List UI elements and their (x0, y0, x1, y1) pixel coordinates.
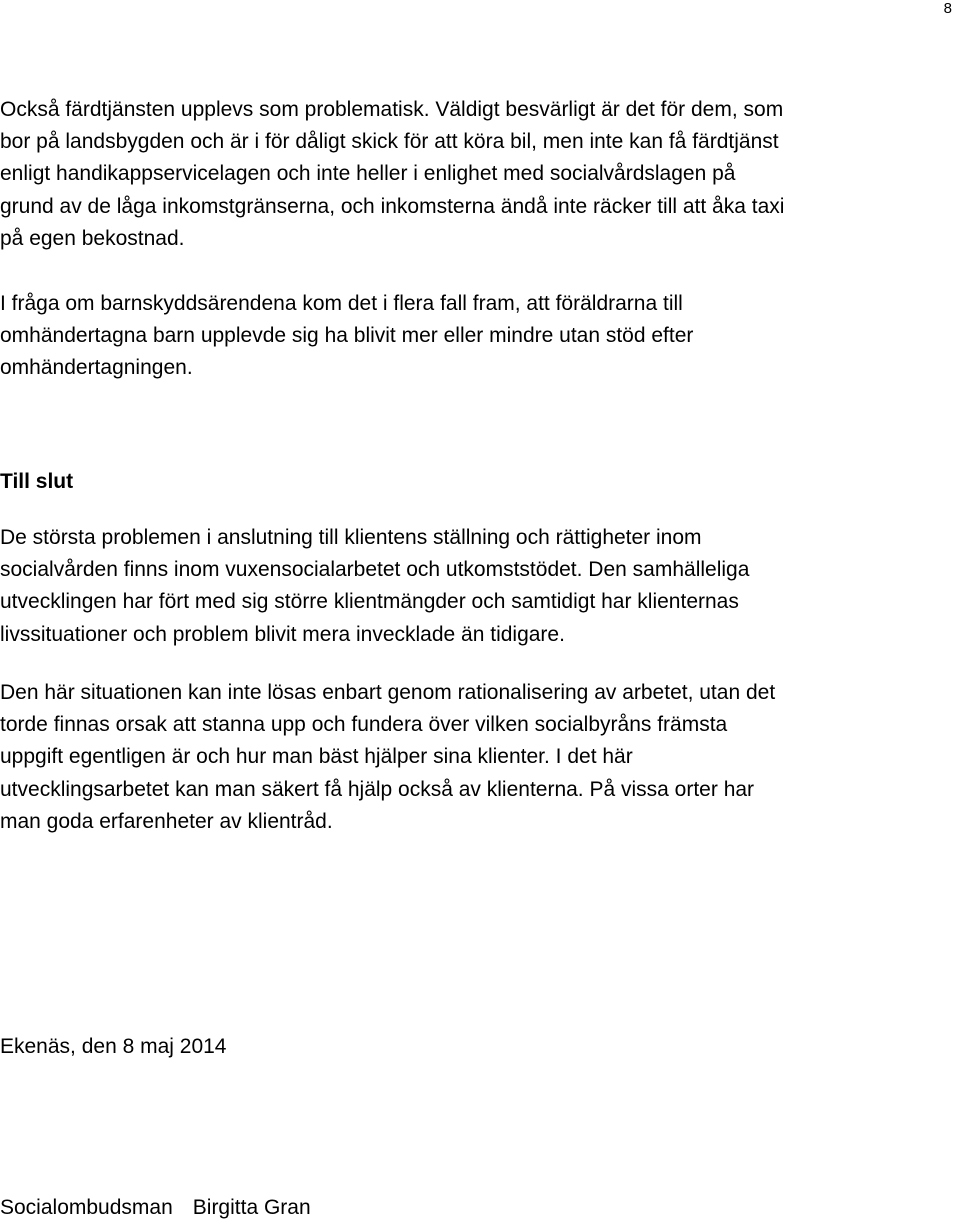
text-line: på egen bekostnad. (0, 226, 185, 250)
section-heading: Till slut (0, 470, 74, 493)
text-line: uppgift egentligen är och hur man bäst hjälper sina klienter. I det här (0, 745, 633, 769)
text-line: Den här situationen kan inte lösas enbart genom rationalisering av arbetet, utan det (0, 681, 776, 704)
text-line: utvecklingsarbetet kan man säkert få hjälp också av klienterna. På vissa orter har (0, 777, 755, 801)
text-line: torde finnas orsak att stanna upp och fundera över vilken socialbyråns främsta (0, 713, 728, 737)
text-line: I fråga om barnskyddsärendena kom det i flera fall fram, att föräldrarna till (0, 292, 683, 315)
paragraph-fardtjanst (0, 94, 960, 255)
signature-name: Birgitta Gran (192, 1196, 311, 1219)
paragraph-storsta-problemen (0, 522, 960, 651)
paragraph-situationen (0, 677, 960, 838)
page-number: 8 (943, 0, 952, 17)
text-line: socialvården finns inom vuxensocialarbetet och utkomststödet. Den samhälleliga (0, 558, 750, 582)
text-line: De största problemen i anslutning till klientens ställning och rättigheter inom (0, 526, 702, 549)
place-date (0, 1031, 960, 1063)
text-line: omhändertagningen. (0, 356, 193, 380)
text-line: livssituationer och problem blivit mera invecklade än tidigare. (0, 622, 565, 646)
text-line: grund av de låga inkomstgränserna, och inkomsterna ändå inte räcker till att åka taxi (0, 194, 785, 218)
text-line: Också färdtjänsten upplevs som problematisk. Väldigt besvärligt är det för dem, som (0, 98, 784, 121)
paragraph-barnskydd (0, 288, 960, 385)
text-line: enligt handikappservicelagen och inte heller i enlighet med socialvårdslagen på (0, 162, 736, 186)
text-line: utvecklingen har fört med sig större klientmängder och samtidigt har klienternas (0, 590, 739, 614)
text-line: bor på landsbygden och är i för dåligt skick för att köra bil, men inte kan få färdtjänst (0, 130, 779, 154)
signature-line (0, 1192, 311, 1224)
text-line: man goda erfarenheter av klientråd. (0, 809, 333, 833)
place-date-text: Ekenäs, den 8 maj 2014 (0, 1035, 227, 1058)
text-line: omhändertagna barn upplevde sig ha blivit mer eller mindre utan stöd efter (0, 324, 694, 348)
signature-title: Socialombudsman (0, 1196, 173, 1219)
